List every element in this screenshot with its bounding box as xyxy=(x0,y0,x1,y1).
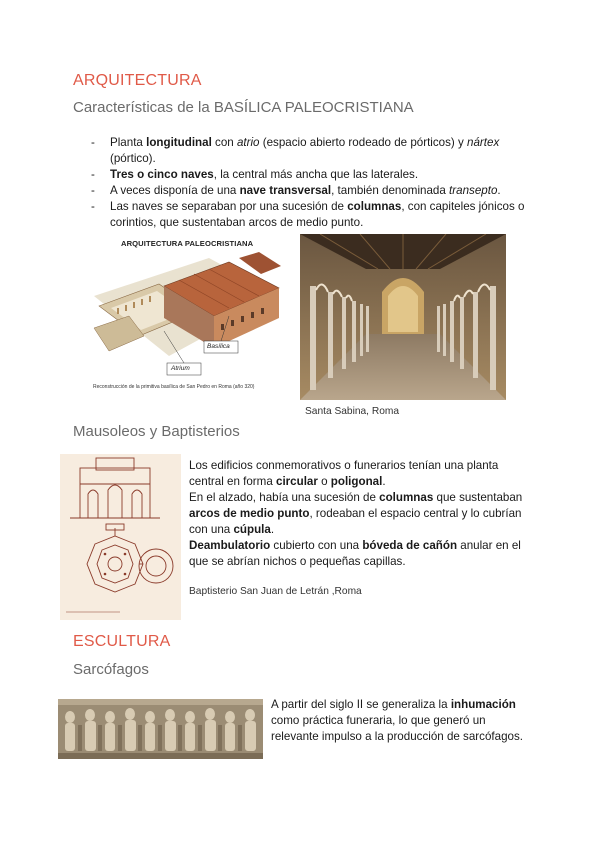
santa-sabina-caption: Santa Sabina, Roma xyxy=(305,406,400,417)
diagram-heading: ARQUITECTURA PALEOCRISTIANA xyxy=(121,239,254,248)
list-item: - Tres o cinco naves, la central más ancha que las laterales. xyxy=(91,167,531,183)
diagram-footer: Reconstrucción de la primitiva basílica de San Pedro en Roma (año 320) xyxy=(93,384,255,390)
section-title-escultura: ESCULTURA xyxy=(73,633,171,650)
subtitle-mausoleos: Mausoleos y Baptisterios xyxy=(73,423,240,440)
santa-sabina-photo xyxy=(300,234,506,400)
label-basilica: Basílica xyxy=(207,343,230,350)
list-item: - Planta longitudinal con atrio (espacio abierto rodeado de pórticos) y nártex (pórtico). xyxy=(91,135,531,167)
mausoleos-paragraph-3: Deambulatorio cubierto con una bóveda de cañón anular en el que se abrían nichos o pequeñas capillas. xyxy=(189,539,521,568)
list-item: - Las naves se separaban por una sucesión de columnas, con capiteles jónicos o corintios, que sustentaban arcos de medio punto. xyxy=(91,199,531,231)
label-atrium: Atrium xyxy=(171,365,190,372)
mausoleos-description xyxy=(189,458,534,570)
basilica-reconstruction-image xyxy=(89,236,284,396)
basilica-illustration xyxy=(89,236,284,396)
baptistery-drawing xyxy=(60,454,181,620)
church-interior-illustration xyxy=(300,234,506,400)
sarcophagus-relief-illustration xyxy=(58,699,263,759)
baptistery-plan-image xyxy=(60,454,181,620)
sarcofagos-description: A partir del siglo II se generaliza la inhumación como práctica funeraria, lo que generó un relevante impulso a la producción de sarcófagos. xyxy=(271,698,523,743)
subtitle-basilica: Características de la BASÍLICA PALEOCRISTIANA xyxy=(73,99,414,116)
subtitle-sarcofagos: Sarcófagos xyxy=(73,661,149,678)
mausoleos-paragraph-2: En el alzado, había una sucesión de columnas que sustentaban arcos de medio punto, rodeaban el espacio central y lo cubrían con una cúpula. xyxy=(189,491,523,536)
baptistery-caption: Baptisterio San Juan de Letrán ,Roma xyxy=(189,586,362,597)
mausoleos-paragraph-1: Los edificios conmemorativos o funerarios tenían una planta central en forma circular o poligonal. xyxy=(189,459,499,488)
basilica-feature-list xyxy=(91,135,531,231)
section-title-arquitectura: ARQUITECTURA xyxy=(73,72,202,89)
list-item: - A veces disponía de una nave transversal, también denominada transepto. xyxy=(91,183,531,199)
sarcophagus-relief-image xyxy=(58,699,263,759)
